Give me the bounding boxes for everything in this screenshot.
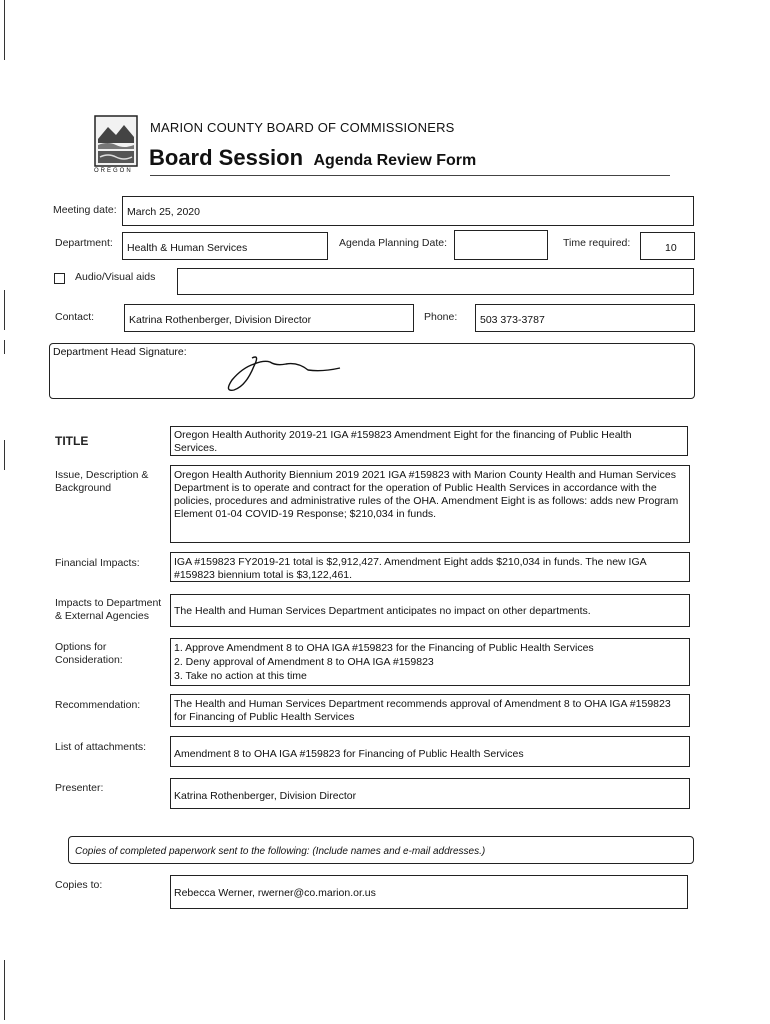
recommendation-label: Recommendation: — [55, 699, 141, 711]
copies-note: Copies of completed paperwork sent to the following: (Include names and e-mail addresses.) — [75, 846, 486, 857]
time-required-label: Time required: — [563, 237, 631, 249]
options-field[interactable] — [170, 638, 690, 686]
phone-field[interactable]: 503 373-3787 — [475, 304, 695, 332]
scan-edge — [4, 440, 5, 470]
scan-edge — [4, 340, 5, 354]
audio-visual-field[interactable] — [177, 268, 694, 295]
title-sub: Agenda Review Form — [313, 152, 477, 169]
copies-to-label: Copies to: — [55, 879, 103, 891]
county-logo — [94, 115, 144, 179]
header-rule — [150, 175, 670, 176]
agenda-planning-date-field[interactable] — [454, 230, 548, 260]
impacts-field[interactable]: The Health and Human Services Department anticipates no impact on other departments. — [170, 594, 690, 627]
scan-edge — [4, 960, 5, 1020]
attachments-label: List of attachments: — [55, 741, 147, 753]
logo-text: OREGON — [94, 168, 133, 174]
audio-visual-label: Audio/Visual aids — [75, 271, 156, 283]
copies-note-box — [68, 836, 694, 864]
issue-field[interactable]: Oregon Health Authority Biennium 2019 2021 IGA #159823 with Marion County Health and Human Services Department is to operate and contract for the operation of Public Health Services in accordance with the policies, procedures and administrative rules of the OHA. Amendment Eight is as follows: adds new Program Element 01-04 COVID-19 Response; $210,034 in funds. — [170, 465, 690, 543]
department-label: Department: — [55, 237, 113, 249]
title-main: Board Session — [149, 145, 304, 170]
agenda-planning-date-label: Agenda Planning Date: — [339, 237, 447, 249]
option-item: 2. Deny approval of Amendment 8 to OHA IGA #159823 — [174, 656, 434, 668]
title-field[interactable]: Oregon Health Authority 2019-21 IGA #159823 Amendment Eight for the financing of Public Health Services. — [170, 426, 688, 456]
option-item: 1. Approve Amendment 8 to OHA IGA #159823 for the Financing of Public Health Services — [174, 642, 594, 654]
scan-edge — [4, 290, 5, 330]
financial-impacts-field[interactable]: IGA #159823 FY2019-21 total is $2,912,427. Amendment Eight adds $210,034 in funds. The new IGA #159823 biennium total is $3,122,461. — [170, 552, 690, 582]
attachments-field[interactable]: Amendment 8 to OHA IGA #159823 for Financing of Public Health Services — [170, 736, 690, 767]
phone-label: Phone: — [424, 311, 458, 323]
time-required-field[interactable]: 10 — [640, 232, 695, 260]
department-field[interactable]: Health & Human Services — [122, 232, 328, 260]
scan-edge — [4, 0, 5, 60]
contact-label: Contact: — [55, 311, 95, 323]
signature-field[interactable] — [49, 343, 695, 399]
options-label: Options for Consideration: — [55, 641, 123, 666]
contact-field[interactable]: Katrina Rothenberger, Division Director — [124, 304, 414, 332]
impacts-label: Impacts to Department & External Agencies — [55, 597, 162, 622]
form-title — [149, 145, 476, 171]
org-name: MARION COUNTY BOARD OF COMMISSIONERS — [150, 120, 455, 135]
presenter-label: Presenter: — [55, 782, 104, 794]
meeting-date-label: Meeting date: — [53, 204, 117, 216]
financial-impacts-label: Financial Impacts: — [55, 557, 140, 569]
signature-label: Department Head Signature: — [53, 346, 187, 358]
title-label: TITLE — [55, 434, 89, 448]
audio-visual-checkbox[interactable] — [54, 273, 65, 284]
meeting-date-field[interactable]: March 25, 2020 — [122, 196, 694, 226]
recommendation-field[interactable]: The Health and Human Services Department recommends approval of Amendment 8 to OHA IGA #159823 for Financing of Public Health Services — [170, 694, 690, 727]
issue-label: Issue, Description & Background — [55, 469, 149, 494]
copies-to-field[interactable]: Rebecca Werner, rwerner@co.marion.or.us — [170, 875, 688, 909]
option-item: 3. Take no action at this time — [174, 670, 307, 682]
presenter-field[interactable]: Katrina Rothenberger, Division Director — [170, 778, 690, 809]
signature-image — [190, 348, 390, 398]
